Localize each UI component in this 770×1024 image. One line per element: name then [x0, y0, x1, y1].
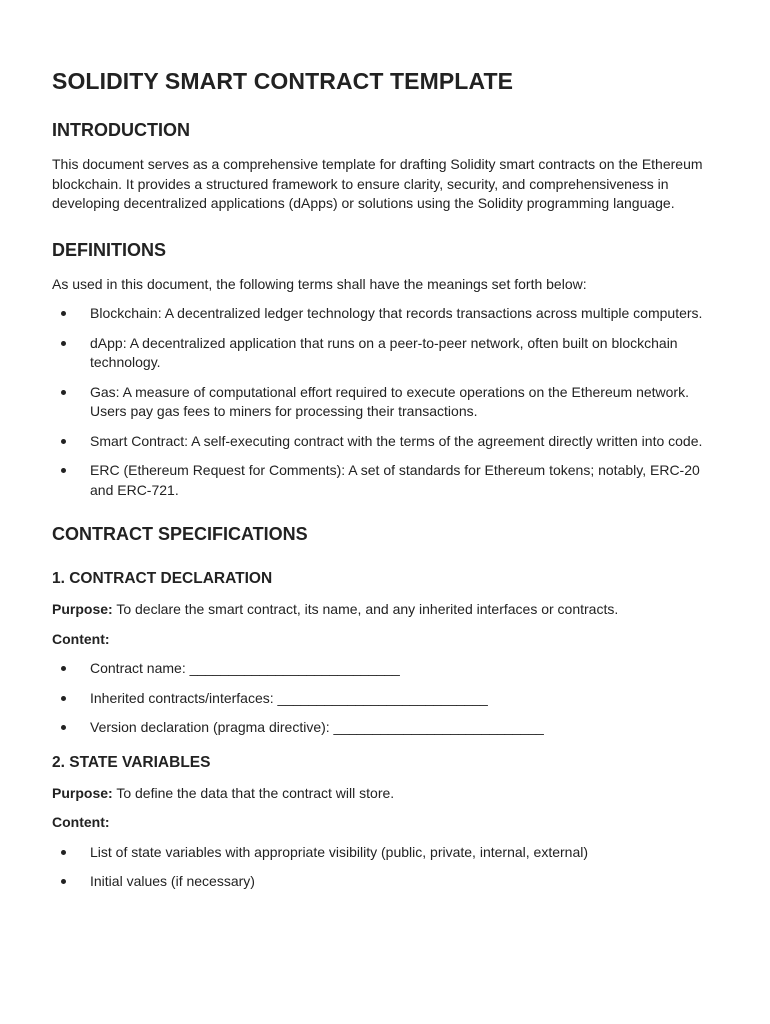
section-1-content-label: Content:	[52, 630, 110, 647]
list-item	[52, 334, 718, 373]
section-1-list	[52, 659, 718, 738]
introduction-text: This document serves as a comprehensive template for drafting Solidity smart contracts on the Ethereum blockchain. It provides a structured framework to ensure clarity, security, and comprehensiveness in developing decentralized applications (dApps) or solutions using the Solidity programming language.	[52, 156, 703, 211]
list-item	[52, 461, 718, 500]
purpose-label: Purpose:	[52, 784, 113, 801]
bullet-icon	[61, 439, 66, 444]
bullet-icon	[61, 850, 66, 855]
bullet-icon	[61, 311, 66, 316]
section-2-content-label: Content:	[52, 814, 110, 830]
definition-dapp: dApp: A decentralized application that runs on a peer-to-peer network, often built on blockchain technology.	[90, 334, 678, 370]
document-title: SOLIDITY SMART CONTRACT TEMPLATE	[52, 68, 514, 94]
contract-name-field: Contract name: ___________________________	[90, 660, 400, 676]
section-2-list	[52, 843, 718, 892]
list-item	[52, 432, 718, 452]
list-item	[52, 718, 718, 738]
purpose-text: To declare the smart contract, its name, and any inherited interfaces or contracts.	[116, 601, 619, 617]
bullet-icon	[61, 390, 66, 395]
bullet-icon	[61, 725, 66, 730]
list-item	[52, 659, 718, 679]
specifications-heading: CONTRACT SPECIFICATIONS	[52, 524, 308, 544]
definitions-lead: As used in this document, the following terms shall have the meanings set forth below:	[52, 275, 587, 292]
bullet-icon	[61, 879, 66, 884]
definition-smart-contract: Smart Contract: A self-executing contract with the terms of the agreement directly written into code.	[90, 432, 703, 449]
definitions-heading: DEFINITIONS	[52, 239, 167, 260]
purpose-label: Purpose:	[52, 601, 113, 617]
bullet-icon	[61, 468, 66, 473]
definition-blockchain: Blockchain: A decentralized ledger technology that records transactions across multiple computers.	[90, 305, 703, 321]
introduction-heading: INTRODUCTION	[52, 120, 190, 140]
section-2-purpose	[52, 784, 718, 804]
list-item	[52, 383, 718, 422]
state-variables-item: List of state variables with appropriate visibility (public, private, internal, external)	[90, 843, 589, 860]
list-item	[52, 872, 718, 892]
bullet-icon	[61, 696, 66, 701]
bullet-icon	[61, 666, 66, 671]
section-1-purpose	[52, 600, 718, 620]
section-1-heading: 1. CONTRACT DECLARATION	[52, 570, 273, 587]
version-declaration-field: Version declaration (pragma directive): ___________________________	[90, 719, 544, 735]
definition-gas: Gas: A measure of computational effort required to execute operations on the Ethereum network. Users pay gas fees to miners for processing their transactions.	[90, 383, 689, 419]
list-item	[52, 304, 718, 324]
definition-erc: ERC (Ethereum Request for Comments): A set of standards for Ethereum tokens; notably, ERC-20 and ERC-721.	[90, 462, 700, 498]
section-2-heading: 2. STATE VARIABLES	[52, 753, 211, 771]
inherited-contracts-field: Inherited contracts/interfaces: ___________________________	[90, 689, 488, 706]
initial-values-item: Initial values (if necessary)	[90, 873, 255, 889]
bullet-icon	[61, 341, 66, 346]
list-item	[52, 689, 718, 709]
purpose-text: To define the data that the contract will store.	[116, 784, 395, 801]
definitions-list	[52, 304, 718, 500]
list-item	[52, 843, 718, 863]
